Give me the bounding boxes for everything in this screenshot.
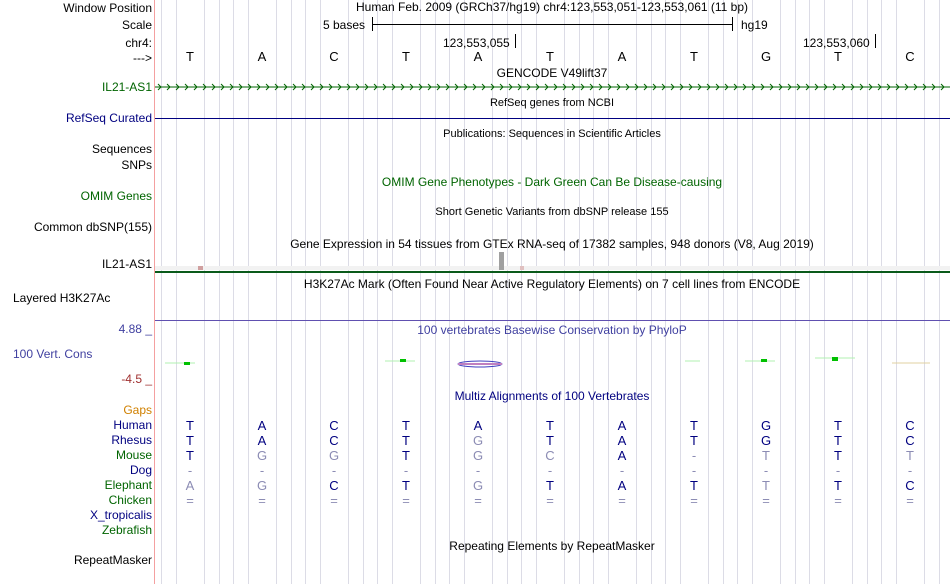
species-label[interactable]: Zebrafish — [101, 523, 152, 537]
refseq-track-title[interactable]: RefSeq genes from NCBI — [489, 97, 615, 109]
alignment-base: T — [834, 478, 842, 493]
alignment-base: T — [402, 448, 410, 463]
ruler-position-2: 123,553,060 — [803, 36, 870, 50]
gaps-label[interactable]: Gaps — [123, 403, 152, 417]
base-letter: A — [473, 49, 483, 64]
h3k27ac-track-title[interactable]: H3K27Ac Mark (Often Found Near Active Regulatory Elements) on 7 cell lines from ENCODE — [303, 277, 801, 291]
alignment-base: T — [186, 418, 194, 433]
base-letter: A — [257, 49, 267, 64]
alignment-base: T — [546, 478, 554, 493]
snps-label[interactable]: SNPs — [121, 158, 152, 172]
base-letter: G — [760, 49, 772, 64]
cons-track-label[interactable]: 100 Vert. Cons — [13, 347, 93, 361]
alignment-base: T — [402, 433, 410, 448]
alignment-base: - — [403, 463, 409, 478]
gtex-gene-label[interactable]: IL21-AS1 — [101, 257, 152, 271]
alignment-base: C — [329, 433, 339, 448]
repeatmasker-label[interactable]: RepeatMasker — [73, 553, 152, 567]
alignment-base: T — [690, 478, 698, 493]
alignment-base: A — [617, 418, 627, 433]
cons-max-label: 4.88 _ — [118, 322, 152, 336]
sequences-label[interactable]: Sequences — [91, 142, 152, 156]
alignment-base: - — [331, 463, 337, 478]
alignment-base: T — [834, 448, 842, 463]
species-label[interactable]: Dog — [129, 463, 152, 477]
scale-bar-right-tick — [732, 17, 733, 31]
h3k27ac-baseline — [155, 320, 950, 321]
alignment-base: C — [329, 418, 339, 433]
phylop-signal[interactable] — [155, 352, 950, 368]
alignment-base: A — [185, 478, 195, 493]
alignment-base: G — [328, 448, 340, 463]
scale-bar — [372, 24, 732, 25]
base-letter: T — [402, 49, 410, 64]
ruler-position-1: 123,553,055 — [443, 36, 510, 50]
scale-label: Scale — [121, 18, 152, 32]
gtex-track-title[interactable]: Gene Expression in 54 tissues from GTEx RNA-seq of 17382 samples, 948 donors (V8, Aug 2019) — [290, 237, 814, 251]
alignment-base: T — [402, 418, 410, 433]
dbsnp-track-title[interactable]: Short Genetic Variants from dbSNP release 155 — [435, 206, 669, 218]
species-label[interactable]: Elephant — [104, 478, 152, 492]
alignment-base: A — [473, 418, 483, 433]
alignment-base: - — [547, 463, 553, 478]
alignment-base: C — [329, 478, 339, 493]
alignment-base: G — [256, 448, 268, 463]
gtex-expression-plot[interactable] — [155, 252, 950, 270]
species-label[interactable]: Rhesus — [111, 433, 152, 447]
alignment-base: T — [906, 448, 914, 463]
alignment-base: - — [907, 463, 913, 478]
track-label-column — [0, 0, 154, 584]
alignment-base: T — [546, 418, 554, 433]
refseq-label[interactable]: RefSeq Curated — [65, 111, 152, 125]
repeatmasker-track-title[interactable]: Repeating Elements by RepeatMasker — [449, 539, 655, 553]
multiz-track-title[interactable]: Multiz Alignments of 100 Vertebrates — [454, 389, 650, 403]
alignment-base: - — [259, 463, 265, 478]
alignment-base: T — [762, 448, 770, 463]
alignment-base: T — [546, 433, 554, 448]
alignment-base: T — [186, 448, 194, 463]
window-position-label: Window Position — [63, 1, 152, 15]
alignment-base: = — [258, 493, 266, 508]
alignment-base: = — [690, 493, 698, 508]
alignment-base: G — [472, 433, 484, 448]
alignment-base: G — [256, 478, 268, 493]
browser-image-area[interactable] — [155, 0, 950, 584]
base-letter: A — [617, 49, 627, 64]
alignment-base: A — [257, 433, 267, 448]
alignment-base: - — [475, 463, 481, 478]
alignment-base: = — [618, 493, 626, 508]
alignment-base: T — [186, 433, 194, 448]
alignment-base: - — [187, 463, 193, 478]
assembly-position-text: Human Feb. 2009 (GRCh37/hg19) chr4:123,553,051-123,553,061 (11 bp) — [355, 0, 749, 14]
alignment-base: C — [545, 448, 555, 463]
species-label[interactable]: Human — [113, 418, 152, 432]
alignment-base: - — [763, 463, 769, 478]
alignment-base: T — [402, 478, 410, 493]
alignment-base: A — [617, 433, 627, 448]
gtex-gene-bar[interactable] — [155, 271, 950, 273]
alignment-base: = — [474, 493, 482, 508]
alignment-base: = — [906, 493, 914, 508]
publications-track-title[interactable]: Publications: Sequences in Scientific Articles — [443, 128, 661, 140]
h3k27ac-label[interactable]: Layered H3K27Ac — [13, 291, 111, 305]
alignment-base: G — [472, 448, 484, 463]
alignment-base: - — [691, 448, 697, 463]
base-letter: T — [834, 49, 842, 64]
species-label[interactable]: X_tropicalis — [89, 508, 152, 522]
alignment-base: T — [834, 418, 842, 433]
alignment-base: G — [472, 478, 484, 493]
omim-track-title[interactable]: OMIM Gene Phenotypes - Dark Green Can Be Disease-causing — [381, 175, 723, 189]
alignment-base: T — [690, 433, 698, 448]
alignment-base: A — [617, 448, 627, 463]
alignment-base: T — [762, 478, 770, 493]
refseq-gene-line[interactable] — [155, 118, 950, 119]
species-label[interactable]: Mouse — [115, 448, 152, 462]
alignment-base: = — [762, 493, 770, 508]
base-letter: T — [186, 49, 194, 64]
base-letter: T — [546, 49, 554, 64]
alignment-base: = — [402, 493, 410, 508]
alignment-base: C — [905, 478, 915, 493]
species-label[interactable]: Chicken — [108, 493, 152, 507]
alignment-base: T — [690, 418, 698, 433]
alignment-base: G — [760, 418, 772, 433]
scale-db-text: hg19 — [741, 18, 768, 32]
alignment-base: C — [905, 433, 915, 448]
phylop-track-title[interactable]: 100 vertebrates Basewise Conservation by PhyloP — [417, 323, 687, 337]
alignment-base: - — [835, 463, 841, 478]
alignment-base: T — [834, 433, 842, 448]
scale-text: 5 bases — [323, 18, 366, 32]
base-letter: C — [329, 49, 339, 64]
alignment-base: C — [905, 418, 915, 433]
alignment-base: A — [257, 418, 267, 433]
base-letter: C — [905, 49, 915, 64]
alignment-base: = — [834, 493, 842, 508]
gencode-gene-label[interactable]: IL21-AS1 — [101, 80, 152, 94]
base-letter: T — [690, 49, 698, 64]
chrom-label: chr4: — [125, 36, 152, 50]
alignment-base: A — [617, 478, 627, 493]
alignment-base: = — [330, 493, 338, 508]
ruler-tick-2 — [875, 34, 876, 48]
alignment-base: = — [186, 493, 194, 508]
gencode-track-title[interactable]: GENCODE V49lift37 — [496, 66, 608, 80]
ruler-tick-1 — [515, 34, 516, 48]
alignment-base: G — [760, 433, 772, 448]
omim-label[interactable]: OMIM Genes — [80, 189, 152, 203]
cons-min-label: -4.5 _ — [121, 372, 152, 386]
dbsnp-label[interactable]: Common dbSNP(155) — [33, 220, 152, 234]
alignment-base: = — [546, 493, 554, 508]
strand-arrow-label[interactable]: ---> — [133, 51, 152, 65]
alignment-base: - — [619, 463, 625, 478]
gencode-gene-feature[interactable] — [155, 81, 950, 93]
alignment-base: - — [691, 463, 697, 478]
